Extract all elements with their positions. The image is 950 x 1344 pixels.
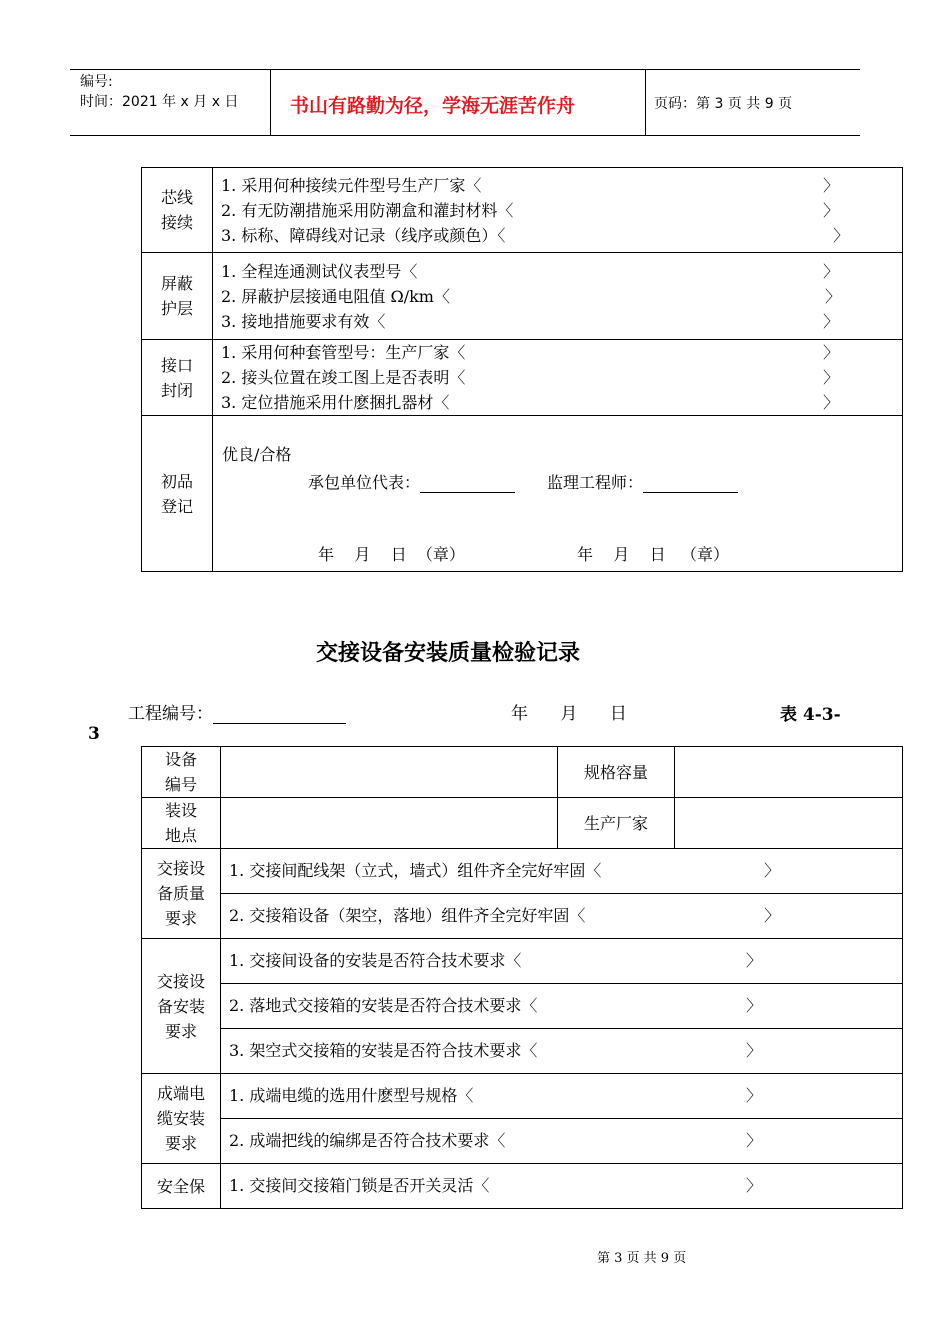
date-stamp-left: 年 月 日 （章） <box>318 545 465 564</box>
row-label: 初品 登记 <box>142 416 213 572</box>
checklist-item: 3. 接地措施要求有效〈 〉 <box>221 311 840 331</box>
checklist-item: 2. 落地式交接箱的安装是否符合技术要求〈 〉 <box>221 984 903 1029</box>
section-label: 安全保 <box>142 1164 221 1209</box>
checklist-item: 1. 交接间设备的安装是否符合技术要求〈 〉 <box>221 939 903 984</box>
header-bottom-rule <box>70 135 860 136</box>
spec-capacity-label: 规格容量 <box>558 747 675 798</box>
checklist-item: 1. 全程连通测试仪表型号〈 〉 <box>221 261 840 281</box>
header-divider-2 <box>645 69 646 136</box>
section-label: 成端电 缆安装 要求 <box>142 1074 221 1164</box>
header-serial-label: 编号: <box>80 74 113 90</box>
checklist-item: 2. 屏蔽护层接通电阻值 Ω/km〈 〉 <box>221 286 842 306</box>
splice-row-shield <box>142 253 903 340</box>
supervisor-signature: 监理工程师： <box>547 470 738 493</box>
project-number: 工程编号： <box>128 699 346 724</box>
row-label: 芯线 接续 <box>142 168 213 253</box>
checklist-item: 1. 成端电缆的选用什麽型号规格〈 〉 <box>221 1074 903 1119</box>
checklist-item: 2. 交接箱设备（架空，落地）组件齐全完好牢固〈 〉 <box>221 894 903 939</box>
table-number-cont: 3 <box>88 724 100 744</box>
quality-grade: 优良/合格 <box>222 445 292 464</box>
cross-connect-table <box>141 746 903 1209</box>
header-slogan: 书山有路勤为径，学海无涯苦作舟 <box>290 95 576 117</box>
checklist-item: 2. 有无防潮措施采用防潮盒和灌封材料〈 〉 <box>221 200 840 220</box>
form-date: 年 月 日 <box>511 704 627 724</box>
manufacturer-label: 生产厂家 <box>558 798 675 849</box>
splice-row-closure <box>142 340 903 416</box>
device-number-label: 设备 编号 <box>142 747 221 798</box>
section-install-row <box>142 984 903 1029</box>
row-items <box>213 340 903 416</box>
spec-capacity-value <box>675 747 903 798</box>
section-quality-row <box>142 849 903 894</box>
checklist-item: 3. 定位措施采用什麽捆扎器材〈 〉 <box>221 393 840 412</box>
device-number-value <box>221 747 558 798</box>
location-value <box>221 798 558 849</box>
section-install-row <box>142 939 903 984</box>
section-safety-row <box>142 1164 903 1209</box>
header-divider-1 <box>270 69 271 136</box>
row-items <box>213 168 903 253</box>
location-row <box>142 798 903 849</box>
section-quality-row <box>142 894 903 939</box>
splice-row-core <box>142 168 903 253</box>
checklist-item: 1. 采用何种接续元件型号生产厂家〈 〉 <box>221 175 840 195</box>
cable-splice-table <box>141 167 903 572</box>
header-top-rule <box>70 69 860 70</box>
device-number-row <box>142 747 903 798</box>
checklist-item: 2. 成端把线的编绑是否符合技术要求〈 〉 <box>221 1119 903 1164</box>
section-install-row <box>142 1029 903 1074</box>
location-label: 装设 地点 <box>142 798 221 849</box>
section-label: 交接设 备质量 要求 <box>142 849 221 939</box>
row-items <box>213 253 903 340</box>
checklist-item: 3. 架空式交接箱的安装是否符合技术要求〈 〉 <box>221 1029 903 1074</box>
header-time: 时间：2021 年 x 月 x 日 <box>80 94 239 110</box>
manufacturer-value <box>675 798 903 849</box>
footer-page-number: 第 3 页 共 9 页 <box>597 1251 687 1266</box>
contractor-signature: 承包单位代表： <box>308 470 515 493</box>
registration-row <box>142 416 903 572</box>
date-stamp-right: 年 月 日 （章） <box>577 545 729 564</box>
checklist-item: 1. 交接间交接箱门锁是否开关灵活〈 〉 <box>221 1164 903 1209</box>
section-label: 交接设 备安装 要求 <box>142 939 221 1074</box>
form-title: 交接设备安装质量检验记录 <box>316 641 581 666</box>
checklist-item: 1. 交接间配线架（立式，墙式）组件齐全完好牢固〈 〉 <box>221 849 903 894</box>
section-cable-row <box>142 1074 903 1119</box>
checklist-item: 3. 标称、障碍线对记录（线序或颜色）〈 〉 <box>221 225 850 245</box>
header-page-info: 页码：第 3 页 共 9 页 <box>654 96 793 112</box>
checklist-item: 1. 采用何种套管型号：生产厂家〈 〉 <box>221 343 840 362</box>
table-number: 表 4-3- <box>780 705 841 725</box>
row-label: 接口 封闭 <box>142 340 213 416</box>
section-cable-row <box>142 1119 903 1164</box>
registration-cell <box>213 416 903 572</box>
checklist-item: 2. 接头位置在竣工图上是否表明〈 〉 <box>221 368 840 387</box>
row-label: 屏蔽 护层 <box>142 253 213 340</box>
